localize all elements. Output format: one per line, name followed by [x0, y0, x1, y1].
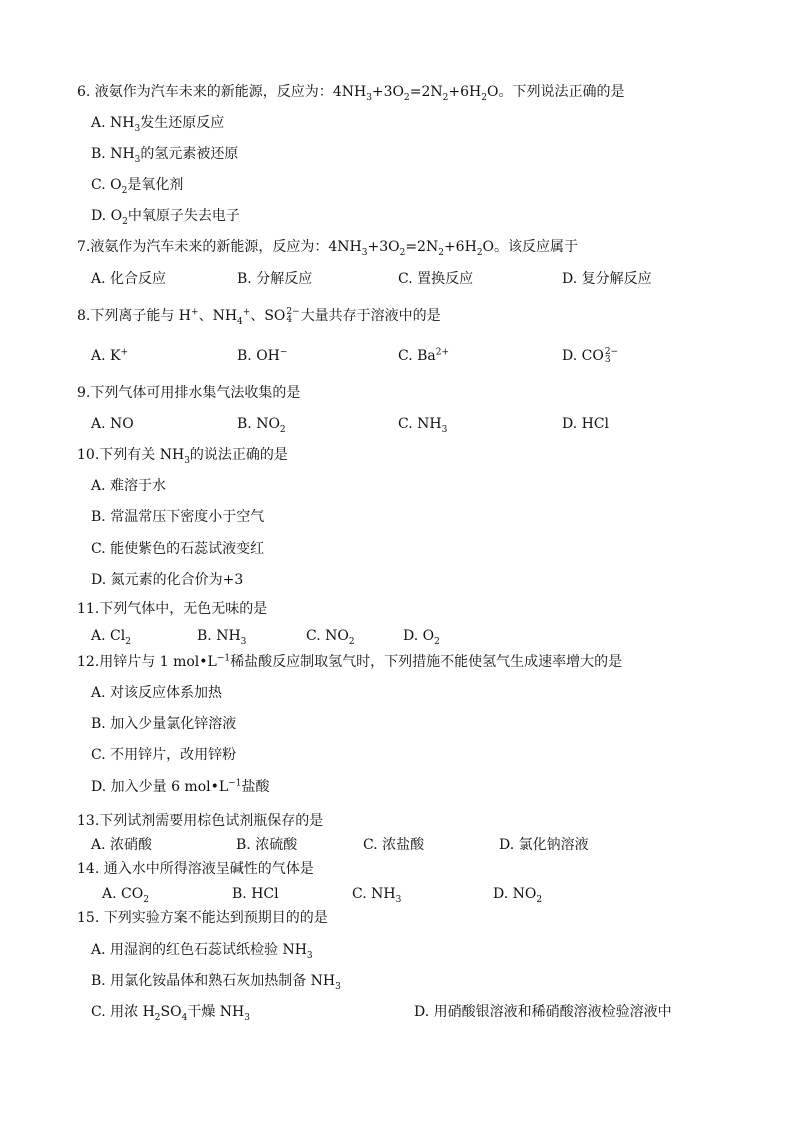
question-12-option-a: A. 对该反应体系加热	[91, 685, 223, 701]
question-12-option-c: C. 不用锌片，改用锌粉	[91, 747, 237, 763]
question-15-option-a: A. 用湿润的红色石蕊试纸检验 $NH_3$	[91, 942, 313, 961]
question-10-option-b: B. 常温常压下密度小于空气	[91, 509, 265, 525]
question-10-option-d: D. 氮元素的化合价为+3	[91, 572, 244, 588]
question-9-option-b: B. $NO_2$	[237, 416, 286, 435]
question-9-option-a: A. NO	[91, 416, 134, 432]
question-14-option-d: D. $NO_2$	[493, 886, 543, 905]
question-12-option-d: D. 加入少量 6 $mol•L^{-1}$盐酸	[91, 778, 270, 795]
question-7-stem: 7.液氨作为汽车未来的新能源，反应为：$4NH_3+3O_2=2N_2+6H_2O$。该反应属于	[77, 239, 579, 258]
question-15-stem: 15. 下列实验方案不能达到预期目的的是	[77, 910, 328, 926]
question-9-option-d: D. HCl	[562, 416, 610, 432]
question-8-option-c: C. $Ba^{2+}$	[398, 347, 450, 364]
question-11-option-c: C. $NO_2$	[306, 628, 355, 647]
question-14-option-b: B. HCl	[232, 886, 279, 902]
question-13-option-a: A. 浓硝酸	[91, 837, 153, 853]
question-12-stem: 12.用锌片与 1 $mol•L^{-1}$稀盐酸反应制取氢气时，下列措施不能使氢气生成速率增大的是	[77, 653, 623, 670]
question-6-option-d: D. $O_2$中氧原子失去电子	[91, 208, 240, 227]
question-11-stem: 11.下列气体中，无色无味的是	[77, 601, 268, 617]
question-13-stem: 13.下列试剂需要用棕色试剂瓶保存的是	[77, 813, 324, 829]
question-9-stem: 9.下列气体可用排水集气法收集的是	[77, 385, 301, 401]
question-15-option-d: D. 用硝酸银溶液和稀硝酸溶液检验溶液中	[414, 1004, 672, 1020]
question-6-stem: 6. 液氨作为汽车未来的新能源，反应为：$4NH_3+3O_2=2N_2+6H_2O$。下列说法正确的是	[77, 84, 625, 103]
question-14-stem: 14. 通入水中所得溶液呈碱性的气体是	[77, 861, 314, 877]
question-8-option-a: A. K+	[91, 347, 129, 364]
question-15-option-c: C. 用浓 $H_2SO_4$干燥 $NH_3$	[91, 1004, 250, 1023]
question-8-option-d: D. CO 2− 3	[562, 347, 619, 365]
question-13-option-b: B. 浓硫酸	[236, 837, 298, 853]
question-7-option-d: D. 复分解反应	[562, 271, 652, 287]
question-8-stem: 8.下列离子能与 H+、$NH_4^+$、SO 2− 4 大量共存于溶液中的是	[77, 307, 441, 327]
question-11-option-b: B. $NH_3$	[197, 628, 247, 647]
question-11-option-a: A. $Cl_2$	[91, 628, 131, 647]
question-6-option-b: B. $NH_3$的氢元素被还原	[91, 146, 239, 165]
question-10-option-c: C. 能使紫色的石蕊试液变红	[91, 541, 265, 557]
question-14-option-a: A. $CO_2$	[102, 886, 149, 905]
question-11-option-d: D. $O_2$	[403, 628, 440, 647]
question-14-option-c: C. $NH_3$	[352, 886, 402, 905]
question-6-option-a: A. $NH_3$发生还原反应	[91, 115, 225, 134]
question-7-option-c: C. 置换反应	[398, 271, 474, 287]
question-9-option-c: C. $NH_3$	[398, 416, 448, 435]
question-10-option-a: A. 难溶于水	[91, 478, 167, 494]
question-7-option-a: A. 化合反应	[91, 271, 167, 287]
question-12-option-b: B. 加入少量氯化锌溶液	[91, 716, 237, 732]
question-6-option-c: C. $O_2$是氧化剂	[91, 177, 184, 196]
question-10-stem: 10.下列有关 $NH_3$的说法正确的是	[77, 447, 288, 466]
question-13-option-c: C. 浓盐酸	[363, 837, 425, 853]
question-8-option-b: B. OH−	[237, 347, 288, 364]
question-13-option-d: D. 氯化钠溶液	[499, 837, 589, 853]
question-7-option-b: B. 分解反应	[237, 271, 313, 287]
question-15-option-b: B. 用氯化铵晶体和熟石灰加热制备 $NH_3$	[91, 973, 341, 992]
